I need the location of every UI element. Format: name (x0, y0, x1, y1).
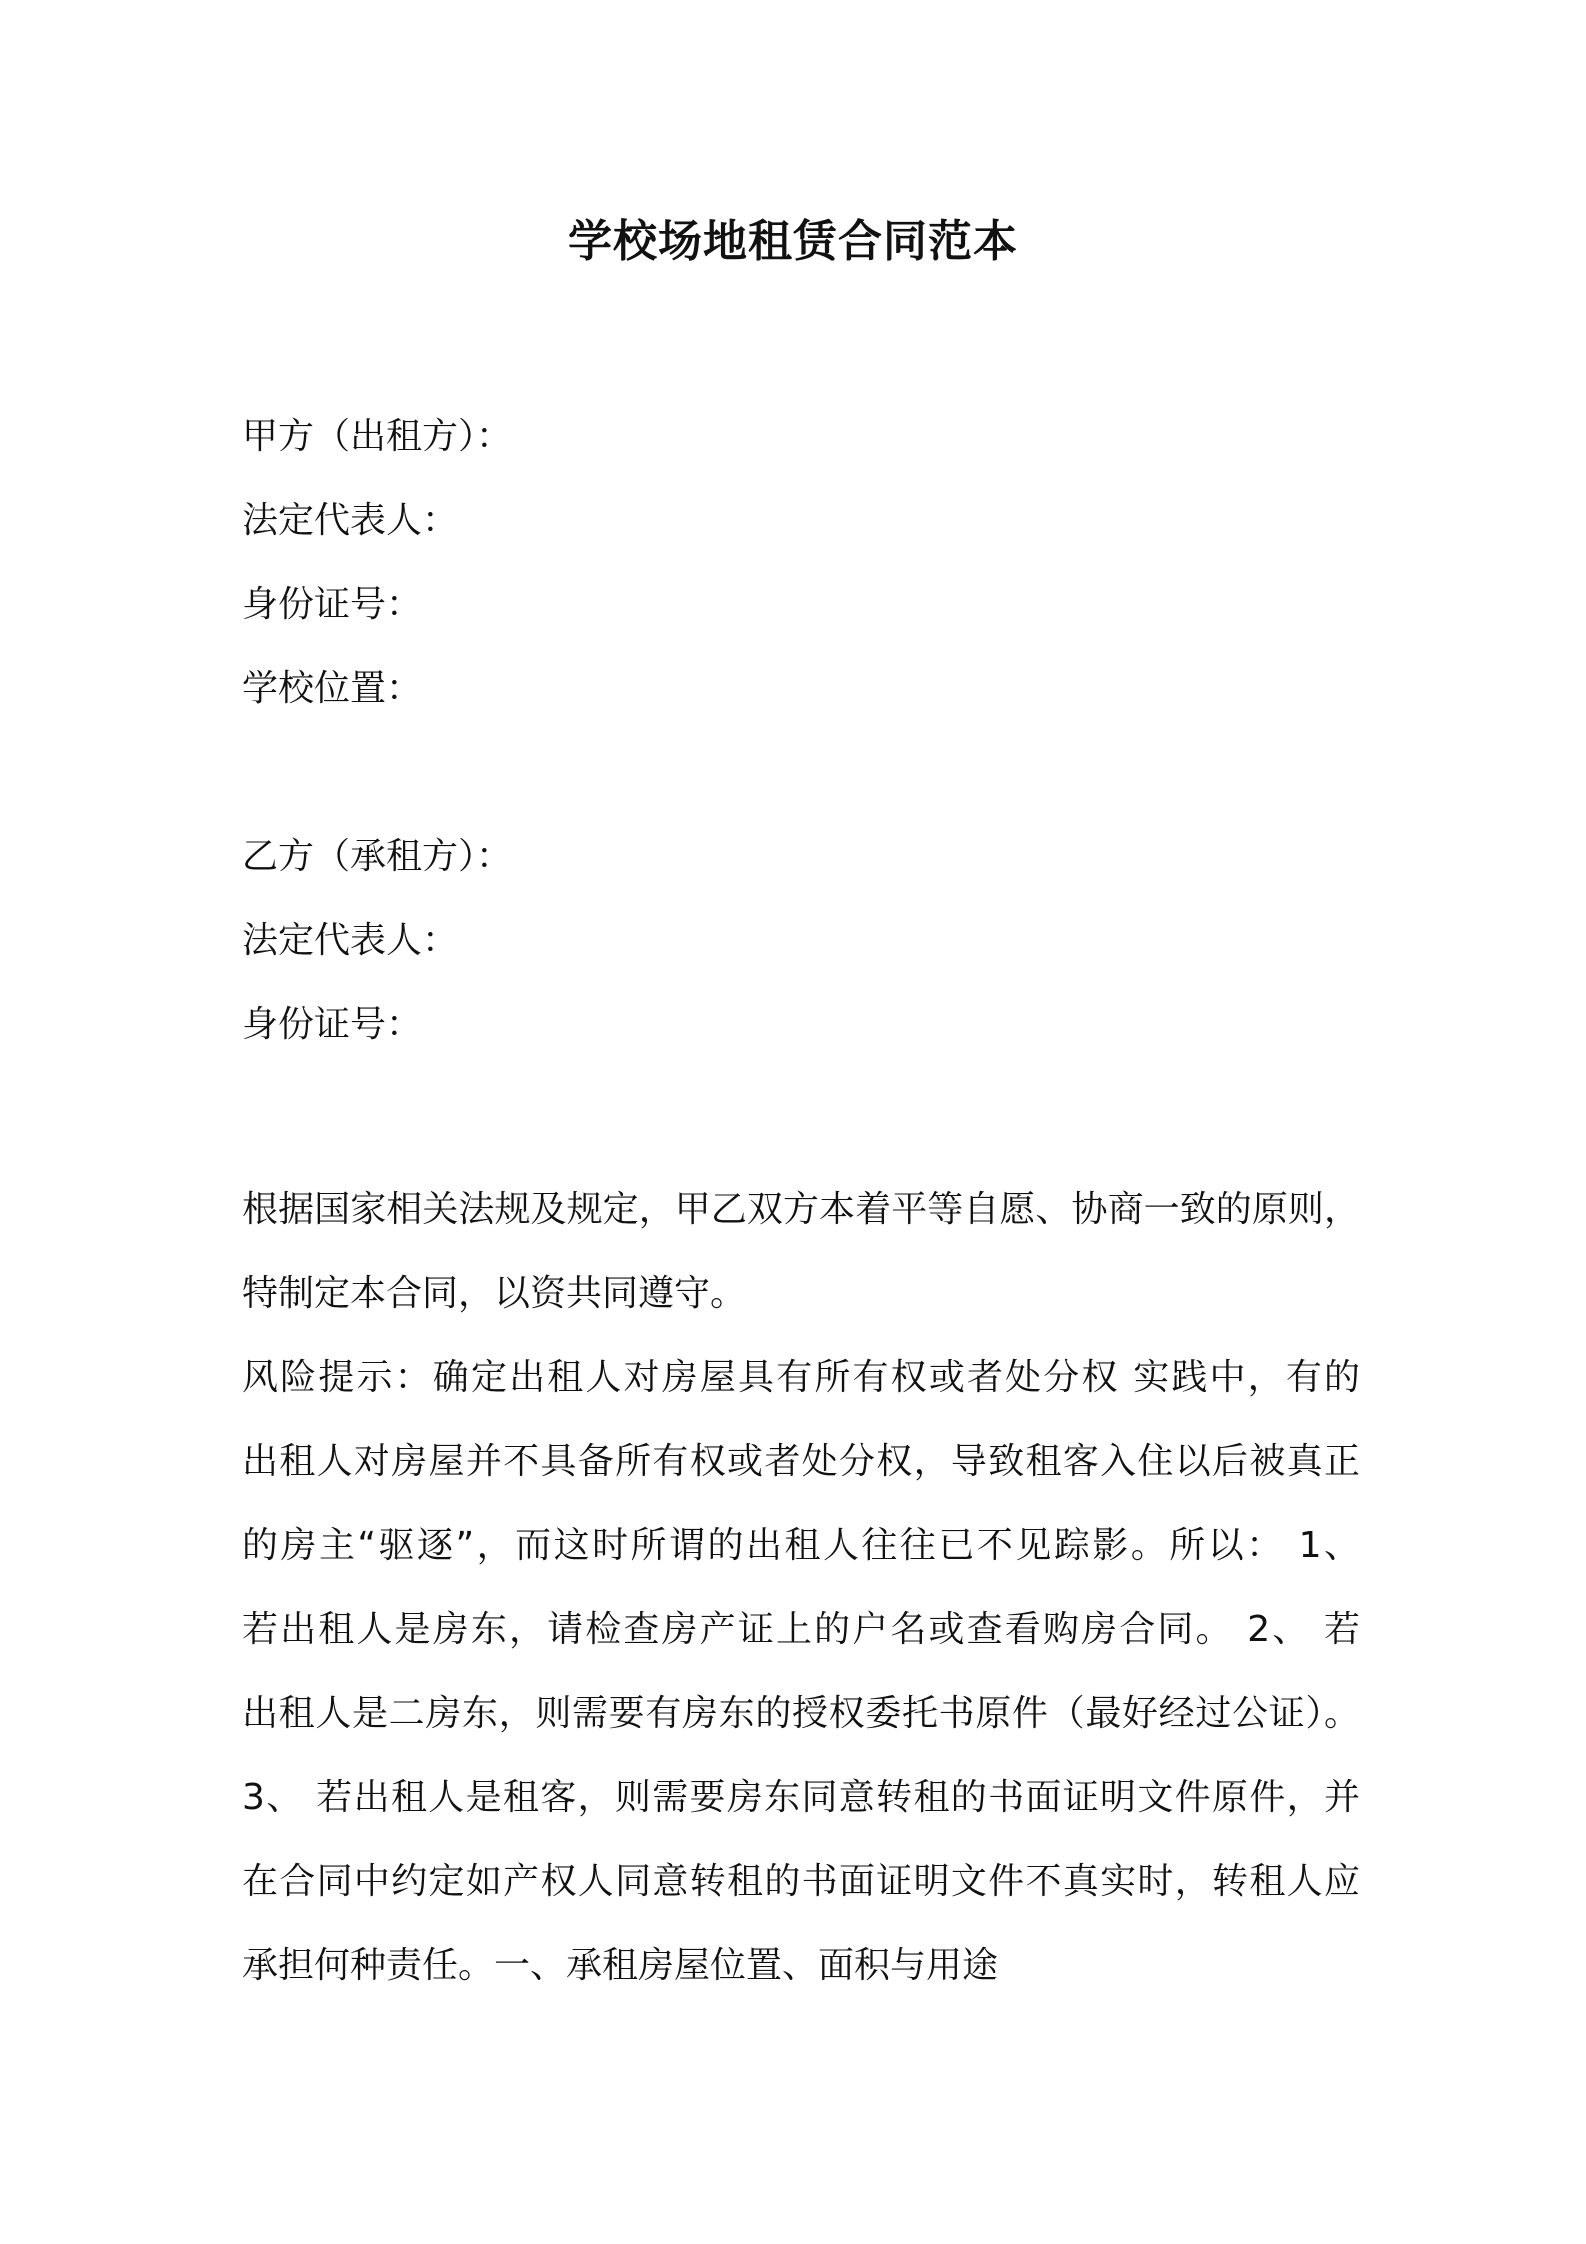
document-title: 学校场地租赁合同范本 (568, 216, 1018, 267)
party-a-heading: 甲方（出租方）： (242, 416, 513, 457)
body-line: 承担何种责任。一、承租房屋位置、面积与用途 (242, 1945, 999, 1986)
party-a-representative-label: 法定代表人： (242, 500, 459, 541)
party-a-location-label: 学校位置： (242, 668, 423, 709)
body-line: 在合同中约定如产权人同意转租的书面证明文件不真实时，转租人应 (242, 1861, 1360, 1902)
body-line: 的房主“驱逐”，而这时所谓的出租人往往已不见踪影。所以： 1、 (242, 1525, 1360, 1566)
body-line: 风险提示：确定出租人对房屋具有所有权或者处分权 实践中，有的 (242, 1357, 1360, 1398)
body-line: 根据国家相关法规及规定，甲乙双方本着平等自愿、协商一致的原则， (242, 1189, 1360, 1230)
party-b-id-number-label: 身份证号： (242, 1004, 423, 1045)
party-b-heading: 乙方（承租方）： (242, 836, 513, 877)
body-line: 3、 若出租人是租客，则需要房东同意转租的书面证明文件原件，并 (242, 1777, 1360, 1818)
contract-body (242, 1168, 1360, 2008)
body-line: 特制定本合同，以资共同遵守。 (242, 1273, 747, 1314)
body-line: 若出租人是房东，请检查房产证上的户名或查看购房合同。 2、 若 (242, 1609, 1360, 1650)
party-a-id-number-label: 身份证号： (242, 584, 423, 625)
body-line: 出租人是二房东，则需要有房东的授权委托书原件（最好经过公证）。 (242, 1693, 1360, 1734)
body-line: 出租人对房屋并不具备所有权或者处分权，导致租客入住以后被真正 (242, 1441, 1360, 1482)
party-b-representative-label: 法定代表人： (242, 920, 459, 961)
